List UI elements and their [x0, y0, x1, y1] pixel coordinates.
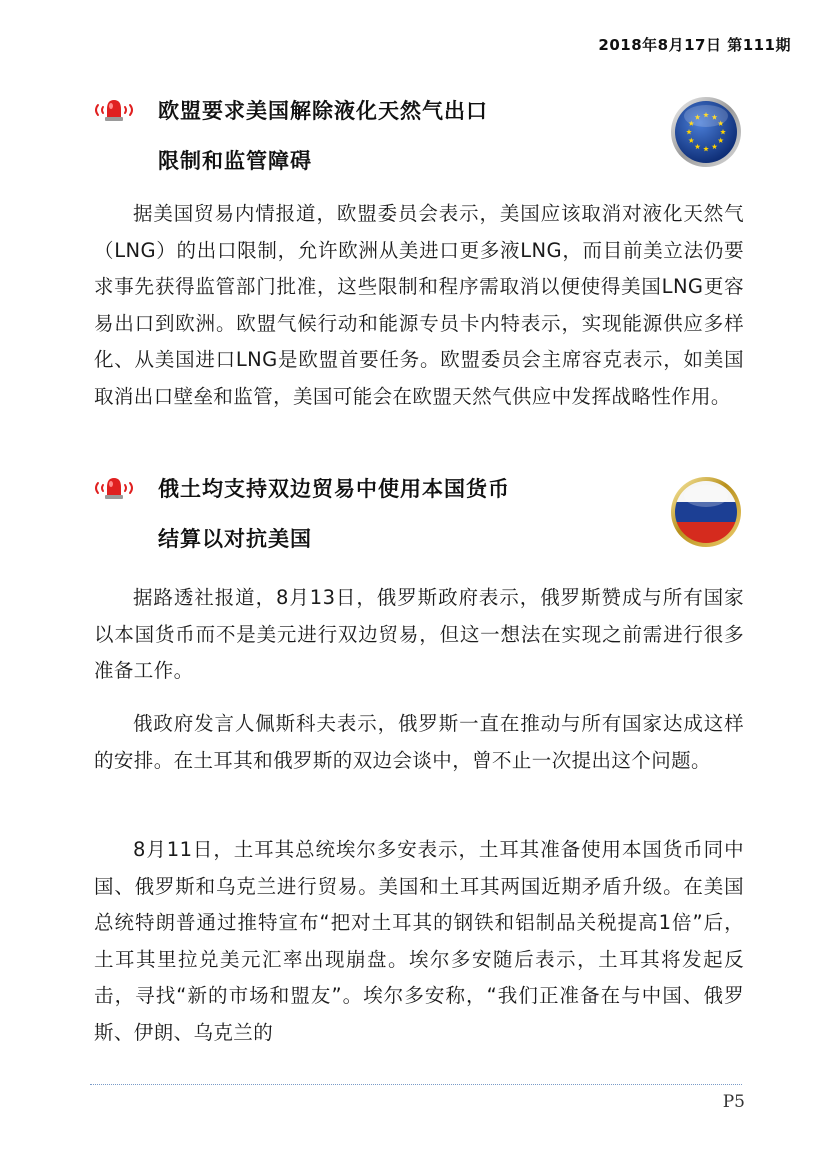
footer-divider [90, 1084, 742, 1085]
russia-flag-icon [670, 476, 742, 548]
article-2-paragraph-1: 据路透社报道，8月13日，俄罗斯政府表示，俄罗斯赞成与所有国家以本国货币而不是美元进行双边贸易，但这一想法在实现之前需进行很多准备工作。 [94, 586, 744, 682]
alarm-bell-icon [92, 96, 136, 124]
page-header-date-issue: 2018年8月17日 第111期 [598, 36, 791, 54]
eu-flag-icon [670, 96, 742, 168]
headline-line-2: 结算以对抗美国 [158, 527, 312, 551]
page-number: P5 [722, 1092, 745, 1112]
alarm-bell-icon [92, 474, 136, 502]
headline-eu-lng [158, 86, 488, 186]
headline-line-2: 限制和监管障碍 [158, 149, 312, 173]
article-2-paragraph-2: 俄政府发言人佩斯科夫表示，俄罗斯一直在推动与所有国家达成这样的安排。在土耳其和俄罗斯的双边会谈中，曾不止一次提出这个问题。 [94, 712, 744, 772]
headline-line-1: 欧盟要求美国解除液化天然气出口 [158, 99, 488, 123]
headline-russia-turkey-currency [158, 464, 510, 564]
article-2-paragraph-3: 8月11日，土耳其总统埃尔多安表示，土耳其准备使用本国货币同中国、俄罗斯和乌克兰进行贸易。美国和土耳其两国近期矛盾升级。在美国总统特朗普通过推特宣布“把对土耳其的钢铁和铝制品关税提高1倍”后，土耳其里拉兑美元汇率出现崩盘。埃尔多安随后表示，土耳其将发起反击，寻找“新的市场和盟友”。埃尔多安称，“我们正准备在与中国、俄罗斯、伊朗、乌克兰的 [94, 838, 744, 1044]
headline-line-1: 俄土均支持双边贸易中使用本国货币 [158, 477, 510, 501]
article-1-paragraph-1: 据美国贸易内情报道，欧盟委员会表示，美国应该取消对液化天然气（LNG）的出口限制，允许欧洲从美进口更多液LNG，而目前美立法仍要求事先获得监管部门批准，这些限制和程序需取消以便使得美国LNG更容易出口到欧洲。欧盟气候行动和能源专员卡内特表示，实现能源供应多样化、从美国进口LNG是欧盟首要任务。欧盟委员会主席容克表示，如美国取消出口壁垒和监管，美国可能会在欧盟天然气供应中发挥战略性作用。 [94, 202, 744, 408]
